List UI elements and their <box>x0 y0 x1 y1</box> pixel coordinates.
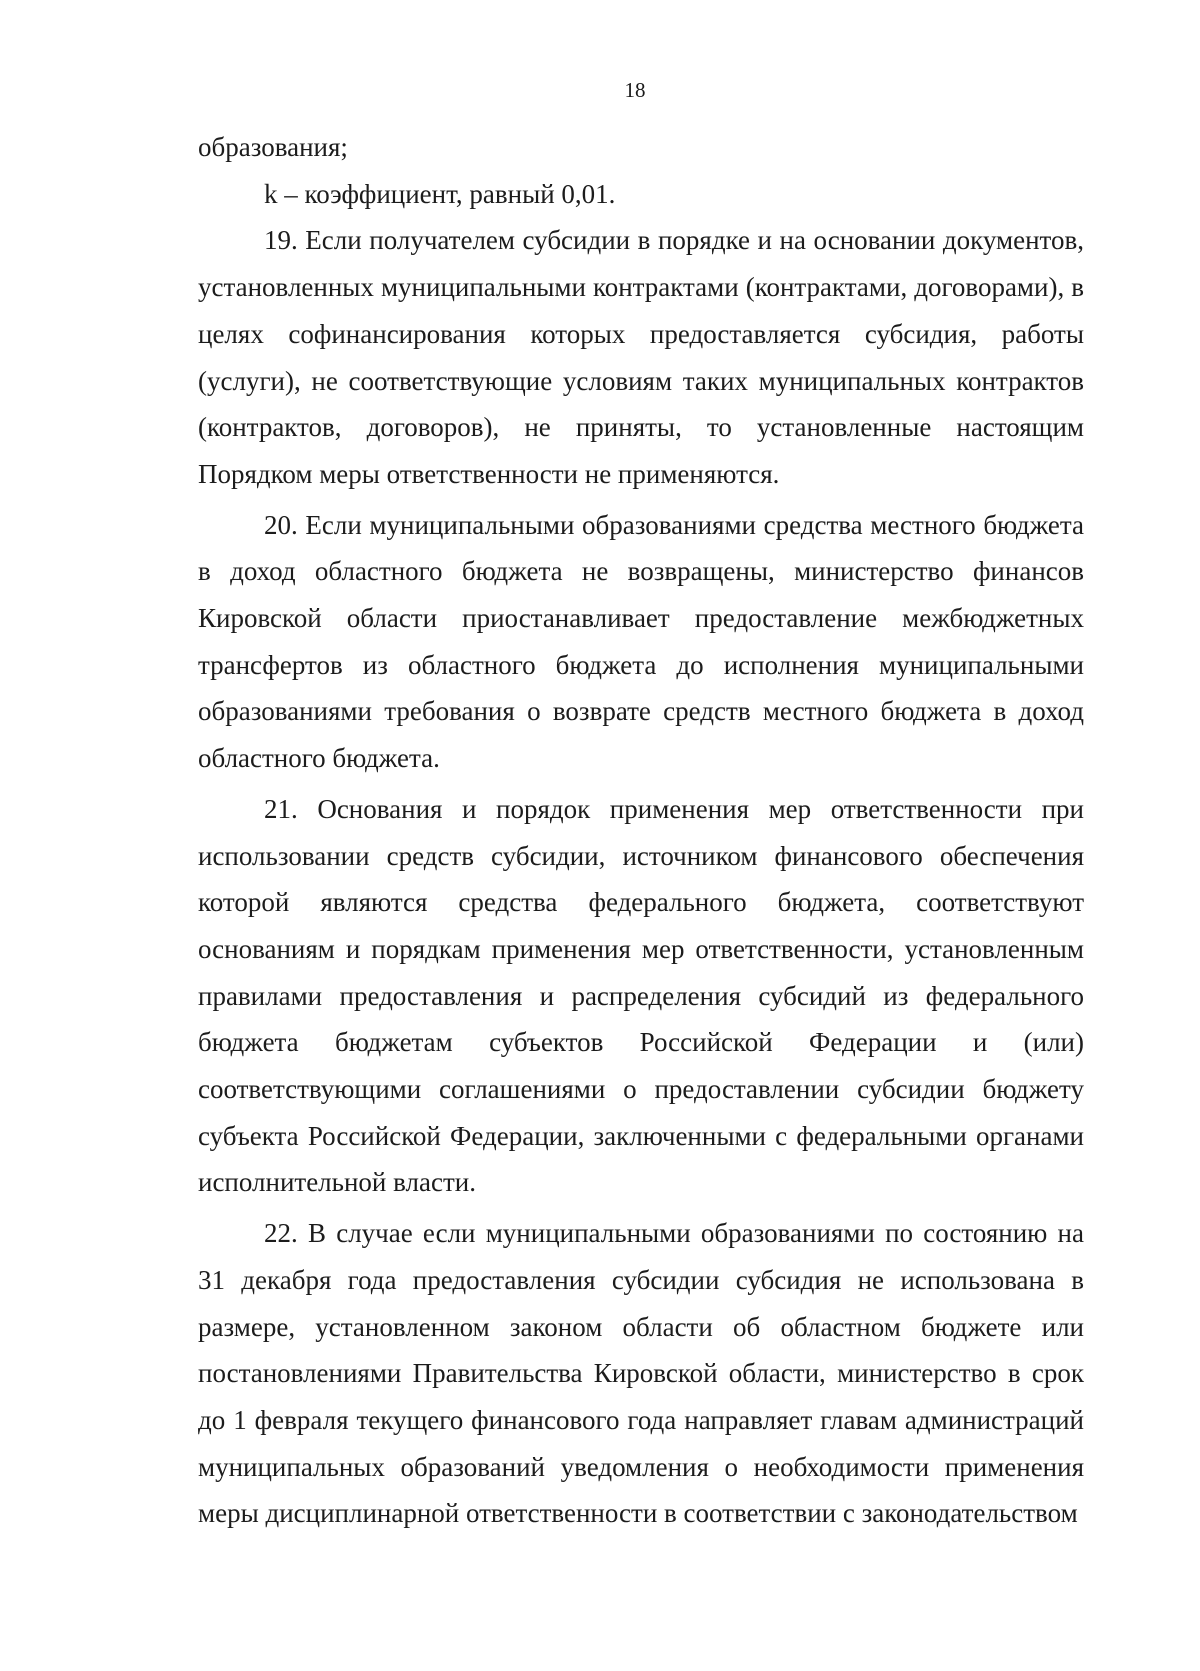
page-number: 18 <box>624 78 646 102</box>
paragraph-22: 22. В случае если муниципальными образованиями по состоянию на 31 декабря года предоставления субсидии субсидия не использована в размере, установленном законом области об областном бюджете или постановлениями Правительства Кировской области, министерство в срок до 1 февраля текущего финансового года направляет главам администраций муниципальных образований уведомления о необходимости применения меры дисциплинарной ответственности в соответствии с законодательством <box>198 1218 1084 1529</box>
paragraph-19: 19. Если получателем субсидии в порядке и на основании документов, установленных муниципальными контрактами (контрактами, договорами), в целях софинансирования которых предоставляется субсидия, работы (услуги), не соответствующие условиям таких муниципальных контрактов (контрактов, договоров), не приняты, то установленные настоящим Порядком меры ответственности не применяются. <box>198 225 1084 489</box>
paragraph-coefficient: k – коэффициент, равный 0,01. <box>264 178 616 209</box>
paragraph-21: 21. Основания и порядок применения мер ответственности при использовании средств субсидии, источником финансового обеспечения которой являются средства федерального бюджета, соответствуют основаниям и порядкам применения мер ответственности, установленным правилами предоставления и распределения субсидий из федерального бюджета бюджетам субъектов Российской Федерации и (или) соответствующими соглашениями о предоставлении субсидии бюджету субъекта Российской Федерации, заключенными с федеральными органами исполнительной власти. <box>198 793 1084 1198</box>
paragraph-continuation: образования; <box>198 132 348 162</box>
document-body <box>198 124 1084 1537</box>
paragraph-20: 20. Если муниципальными образованиями средства местного бюджета в доход областного бюджета не возвращены, министерство финансов Кировской области приостанавливает предоставление межбюджетных трансфертов из областного бюджета до исполнения муниципальными образованиями требования о возврате средств местного бюджета в доход областного бюджета. <box>198 509 1084 774</box>
